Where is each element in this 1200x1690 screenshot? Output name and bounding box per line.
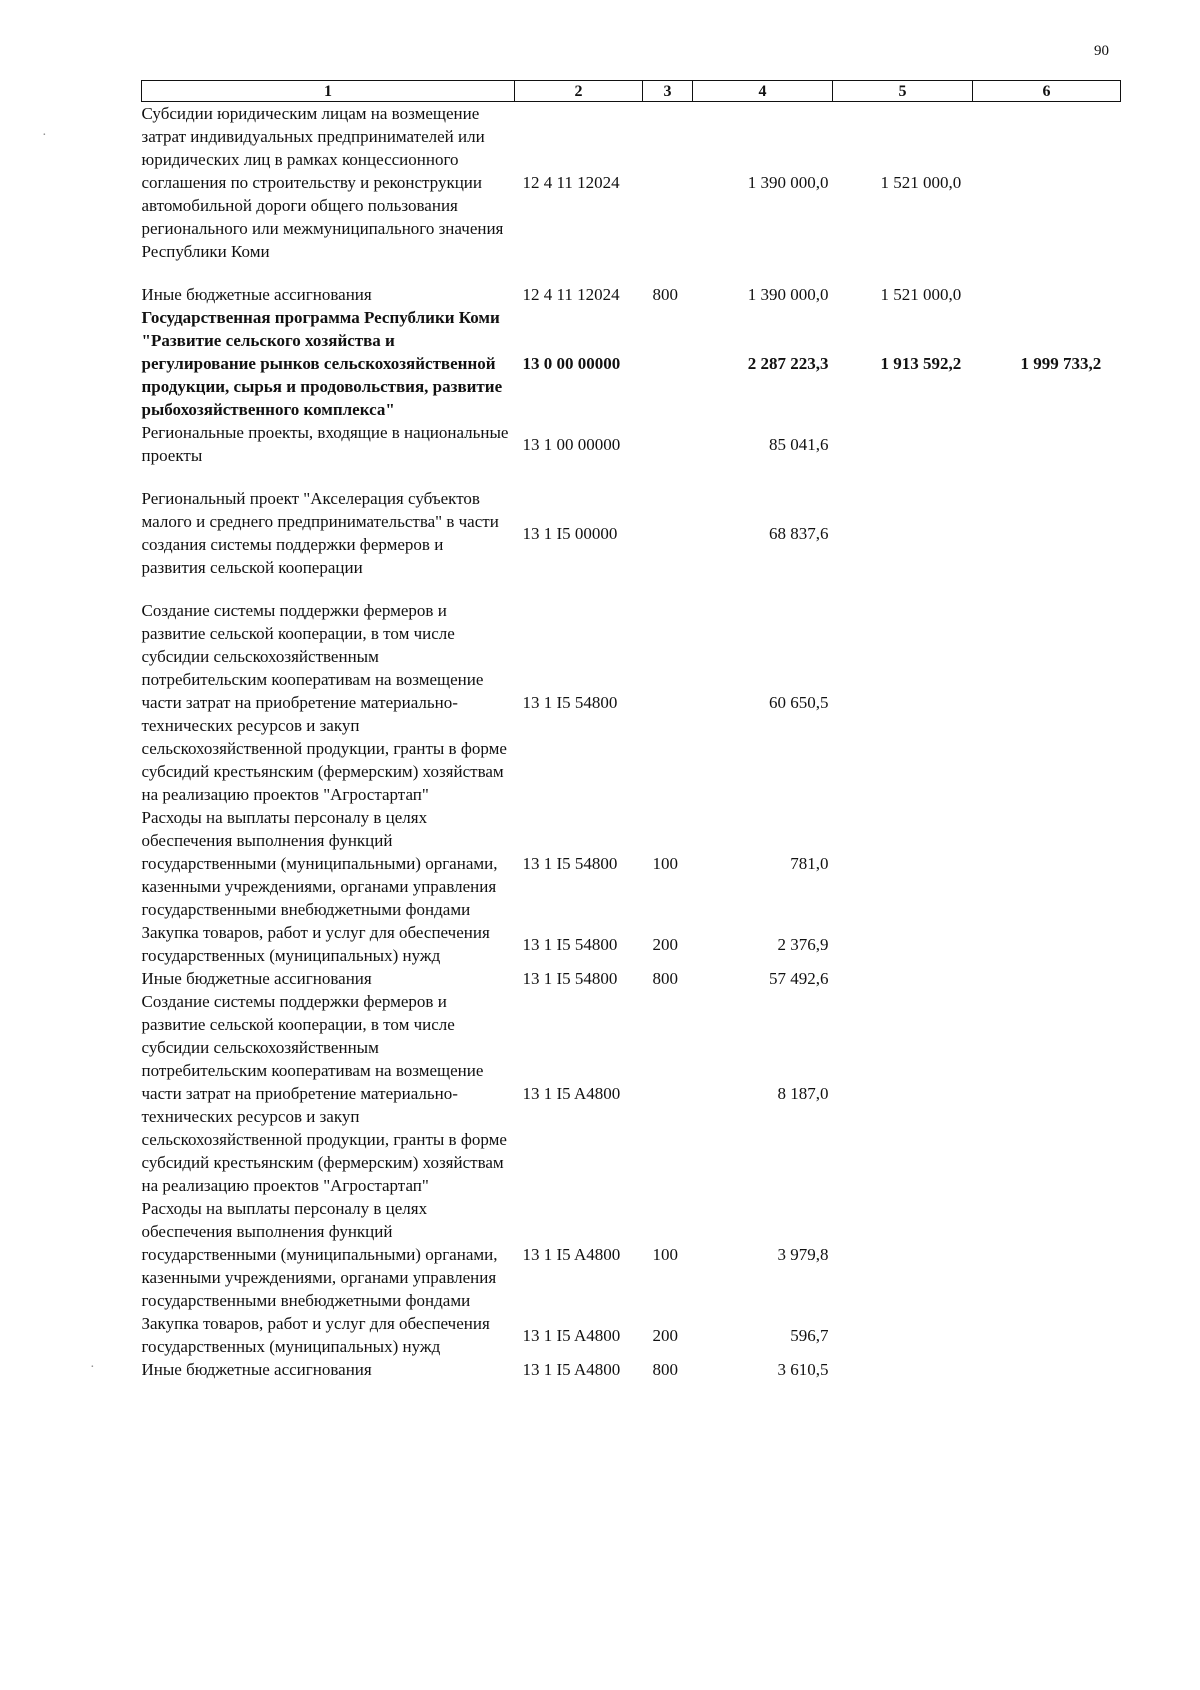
row-amount-col6 bbox=[973, 921, 1121, 967]
row-expense-type: 100 bbox=[652, 854, 678, 873]
row-amount-col4: 1 390 000,0 bbox=[747, 173, 829, 192]
row-expense-type: 100 bbox=[652, 1245, 678, 1264]
row-expense-type bbox=[643, 599, 693, 806]
row-code: 13 1 I5 A4800 bbox=[522, 1325, 621, 1345]
scan-mark: · bbox=[42, 128, 47, 143]
spacer-row bbox=[142, 263, 1121, 283]
row-amount-col6 bbox=[973, 806, 1121, 921]
spacer-cell bbox=[515, 263, 643, 283]
table-row bbox=[142, 1312, 1121, 1358]
spacer-row bbox=[142, 467, 1121, 487]
spacer-cell bbox=[142, 263, 515, 283]
row-expense-type bbox=[643, 487, 693, 579]
row-description: Создание системы поддержки фермеров и развитие сельской кооперации, в том числе субсидии сельскохозяйственным потребительским кооперативам на возмещение части затрат на приобретение материально-технических ресурсов и закуп сельскохозяйственной продукции, гранты в форме субсидий крестьянским (фермерским) хозяйствам на реализацию проектов "Агростартап" bbox=[141, 992, 507, 1195]
row-description: Региональные проекты, входящие в национальные проекты bbox=[141, 423, 509, 465]
row-amount-col4: 2 376,9 bbox=[777, 934, 829, 954]
row-code: 13 1 I5 54800 bbox=[522, 693, 618, 712]
row-amount-col6 bbox=[973, 421, 1121, 467]
row-description: Иные бюджетные ассигнования bbox=[141, 1360, 372, 1379]
row-amount-col5 bbox=[833, 421, 973, 467]
row-amount-col5 bbox=[833, 1197, 973, 1312]
spacer-cell bbox=[973, 263, 1121, 283]
spacer-cell bbox=[643, 467, 693, 487]
page-number: 90 bbox=[1094, 43, 1109, 59]
spacer-cell bbox=[142, 579, 515, 599]
table-row bbox=[142, 990, 1121, 1197]
row-description: Государственная программа Республики Коми "Развитие сельского хозяйства и регулирование рынков сельскохозяйственной продукции, сырья и продовольствия, развитие рыбохозяйственного комплекса" bbox=[141, 308, 503, 419]
table-header bbox=[142, 81, 1121, 102]
row-code: 13 1 I5 54800 bbox=[522, 854, 618, 873]
row-description: Закупка товаров, работ и услуг для обеспечения государственных (муниципальных) нужд bbox=[141, 923, 490, 965]
row-amount-col6 bbox=[973, 102, 1121, 264]
row-code: 13 1 I5 A4800 bbox=[522, 1360, 621, 1379]
budget-table bbox=[141, 80, 1121, 1381]
row-amount-col6 bbox=[973, 990, 1121, 1197]
table-row bbox=[142, 283, 1121, 306]
row-description: Иные бюджетные ассигнования bbox=[141, 969, 372, 988]
row-code: 12 4 11 12024 bbox=[522, 285, 620, 304]
spacer-row bbox=[142, 579, 1121, 599]
row-amount-col5 bbox=[833, 599, 973, 806]
row-description: Расходы на выплаты персоналу в целях обеспечения выполнения функций государственными (муниципальными) органами, казенными учреждениями, органами управления государственными внебюджетными фондами bbox=[141, 1199, 498, 1310]
row-code: 13 1 I5 A4800 bbox=[522, 1084, 621, 1103]
row-amount-col4: 68 837,6 bbox=[769, 523, 829, 543]
table-row bbox=[142, 806, 1121, 921]
row-amount-col5 bbox=[833, 990, 973, 1197]
spacer-cell bbox=[693, 579, 833, 599]
spacer-cell bbox=[515, 467, 643, 487]
row-code: 13 1 I5 A4800 bbox=[522, 1245, 621, 1264]
spacer-cell bbox=[142, 467, 515, 487]
row-amount-col6 bbox=[973, 599, 1121, 806]
table-row bbox=[142, 599, 1121, 806]
row-expense-type bbox=[643, 102, 693, 264]
row-expense-type bbox=[643, 306, 693, 421]
row-description: Иные бюджетные ассигнования bbox=[141, 285, 372, 304]
row-amount-col4: 1 390 000,0 bbox=[747, 285, 829, 304]
row-expense-type bbox=[643, 421, 693, 467]
table-row bbox=[142, 967, 1121, 990]
row-amount-col6 bbox=[973, 487, 1121, 579]
row-amount-col6 bbox=[973, 1312, 1121, 1358]
row-amount-col4: 57 492,6 bbox=[769, 969, 829, 988]
spacer-cell bbox=[833, 579, 973, 599]
row-amount-col6 bbox=[973, 1358, 1121, 1381]
row-expense-type: 200 bbox=[652, 1325, 678, 1345]
row-code: 13 1 00 00000 bbox=[522, 434, 621, 454]
row-amount-col6 bbox=[973, 967, 1121, 990]
row-expense-type: 200 bbox=[652, 934, 678, 954]
row-description: Расходы на выплаты персоналу в целях обеспечения выполнения функций государственными (муниципальными) органами, казенными учреждениями, органами управления государственными внебюджетными фондами bbox=[141, 808, 498, 919]
row-description: Региональный проект "Акселерация субъектов малого и среднего предпринимательства" в части создания системы поддержки фермеров и развития сельской кооперации bbox=[141, 489, 499, 577]
scan-mark: · bbox=[90, 1360, 95, 1375]
spacer-cell bbox=[693, 263, 833, 283]
row-expense-type: 800 bbox=[652, 1360, 678, 1379]
row-expense-type bbox=[643, 990, 693, 1197]
row-description: Закупка товаров, работ и услуг для обеспечения государственных (муниципальных) нужд bbox=[141, 1314, 490, 1356]
row-amount-col4: 3 979,8 bbox=[777, 1245, 829, 1264]
header-col-3: 3 bbox=[643, 81, 693, 102]
row-amount-col6: 1 999 733,2 bbox=[1020, 354, 1102, 373]
row-amount-col5: 1 521 000,0 bbox=[880, 173, 962, 192]
row-amount-col5 bbox=[833, 806, 973, 921]
row-amount-col6 bbox=[973, 283, 1121, 306]
row-code: 12 4 11 12024 bbox=[522, 173, 620, 192]
table-row bbox=[142, 487, 1121, 579]
header-col-1: 1 bbox=[142, 81, 515, 102]
row-amount-col4: 596,7 bbox=[790, 1325, 829, 1345]
row-amount-col4: 2 287 223,3 bbox=[747, 354, 829, 373]
row-code: 13 1 I5 54800 bbox=[522, 969, 618, 988]
spacer-cell bbox=[643, 263, 693, 283]
header-col-6: 6 bbox=[973, 81, 1121, 102]
row-amount-col5 bbox=[833, 1312, 973, 1358]
row-amount-col4: 8 187,0 bbox=[777, 1084, 829, 1103]
table-row bbox=[142, 421, 1121, 467]
row-description: Субсидии юридическим лицам на возмещение затрат индивидуальных предпринимателей или юридических лиц в рамках концессионного соглашения по строительству и реконструкции автомобильной дороги общего пользования регионального или межмуниципального значения Республики Коми bbox=[141, 104, 504, 261]
row-code: 13 0 00 00000 bbox=[522, 354, 621, 373]
row-amount-col4: 781,0 bbox=[790, 854, 829, 873]
row-amount-col5 bbox=[833, 967, 973, 990]
spacer-cell bbox=[515, 579, 643, 599]
table-row bbox=[142, 1197, 1121, 1312]
row-amount-col5: 1 913 592,2 bbox=[880, 354, 962, 373]
row-code: 13 1 I5 54800 bbox=[522, 934, 618, 954]
row-code: 13 1 I5 00000 bbox=[522, 523, 618, 543]
row-amount-col6 bbox=[973, 1197, 1121, 1312]
spacer-cell bbox=[973, 467, 1121, 487]
spacer-cell bbox=[643, 579, 693, 599]
table-row bbox=[142, 102, 1121, 264]
row-amount-col4: 60 650,5 bbox=[769, 693, 829, 712]
header-col-4: 4 bbox=[693, 81, 833, 102]
row-amount-col4: 3 610,5 bbox=[777, 1360, 829, 1379]
row-amount-col5 bbox=[833, 921, 973, 967]
table-row bbox=[142, 921, 1121, 967]
row-expense-type: 800 bbox=[652, 285, 678, 304]
header-col-2: 2 bbox=[515, 81, 643, 102]
row-amount-col5 bbox=[833, 1358, 973, 1381]
row-amount-col4: 85 041,6 bbox=[769, 434, 829, 454]
row-expense-type: 800 bbox=[652, 969, 678, 988]
spacer-cell bbox=[833, 467, 973, 487]
row-description: Создание системы поддержки фермеров и развитие сельской кооперации, в том числе субсидии сельскохозяйственным потребительским кооперативам на возмещение части затрат на приобретение материально-технических ресурсов и закуп сельскохозяйственной продукции, гранты в форме субсидий крестьянским (фермерским) хозяйствам на реализацию проектов "Агростартап" bbox=[141, 601, 507, 804]
spacer-cell bbox=[693, 467, 833, 487]
spacer-cell bbox=[973, 579, 1121, 599]
table-body bbox=[142, 102, 1121, 1382]
table-row bbox=[142, 306, 1121, 421]
row-amount-col5 bbox=[833, 487, 973, 579]
table-row bbox=[142, 1358, 1121, 1381]
header-col-5: 5 bbox=[833, 81, 973, 102]
row-amount-col5: 1 521 000,0 bbox=[880, 285, 962, 304]
spacer-cell bbox=[833, 263, 973, 283]
